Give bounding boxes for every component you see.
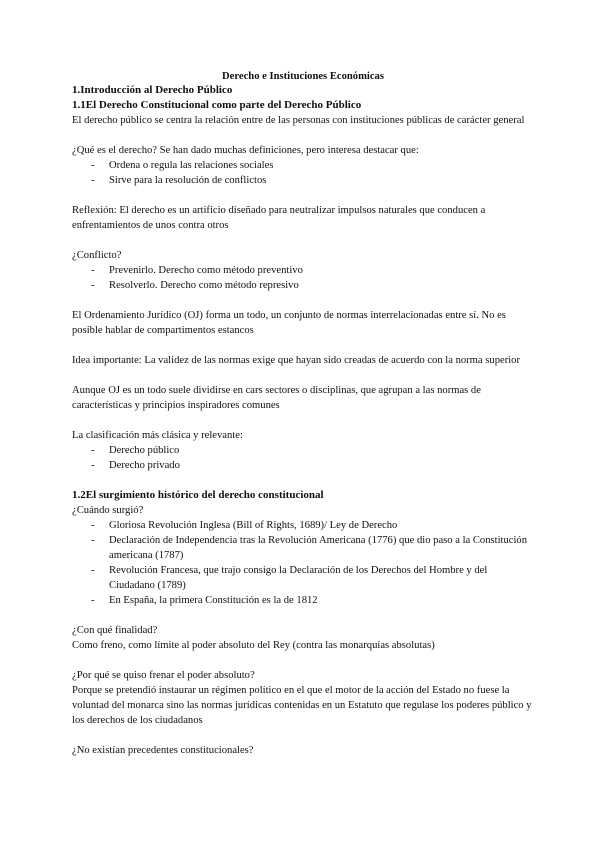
dash-bullet: - xyxy=(91,565,95,576)
freno-answer: Como freno, como límite al poder absoluto del Rey (contra las monarquías absolutas) xyxy=(72,640,435,651)
list-item-text: Derecho público xyxy=(109,445,180,456)
list-item-text: Resolverlo. Derecho como método represivo xyxy=(109,280,299,291)
intro-paragraph: El derecho público se centra la relación entre de las personas con instituciones públicas de carácter general xyxy=(72,115,525,126)
list-item-text: Ordena o regula las relaciones sociales xyxy=(109,160,274,171)
dash-bullet: - xyxy=(91,280,95,291)
list-item-text: Prevenirlo. Derecho como método preventivo xyxy=(109,265,303,276)
list-item xyxy=(72,533,534,563)
dash-bullet: - xyxy=(91,445,95,456)
list-item xyxy=(72,278,534,293)
section-1-heading: 1.Introducción al Derecho Público xyxy=(72,84,233,96)
reflexion-paragraph: Reflexión: El derecho es un artificio diseñado para neutralizar impulsos naturales que conducen a enfrentamientos de unos contra otros xyxy=(72,205,486,231)
list-item xyxy=(72,158,534,173)
que-es-list xyxy=(72,158,534,188)
list-item-text: Revolución Francesa, que trajo consigo la Declaración de los Derechos del Hombre y del Ciudadano (1789) xyxy=(109,565,488,591)
dash-bullet: - xyxy=(91,460,95,471)
section-1-2-heading: 1.2El surgimiento histórico del derecho constitucional xyxy=(72,489,324,501)
list-item xyxy=(72,443,534,458)
list-item xyxy=(72,593,534,608)
dash-bullet: - xyxy=(91,160,95,171)
list-item-text: Declaración de Independencia tras la Revolución Americana (1776) que dio paso a la Constitución americana (1787) xyxy=(109,535,528,561)
clasificacion-list xyxy=(72,443,534,473)
list-item-text: Gloriosa Revolución Inglesa (Bill of Rights, 1689)/ Ley de Derecho xyxy=(109,520,398,531)
document-title: Derecho e Instituciones Económicas xyxy=(222,71,384,82)
list-item-text: Sirve para la resolución de conflictos xyxy=(109,175,267,186)
list-item xyxy=(72,263,534,278)
aunque-paragraph: Aunque OJ es un todo suele dividirse en cars sectores o disciplinas, que agrupan a las normas de características y principios inspiradores comunes xyxy=(72,385,481,411)
document-content xyxy=(72,70,534,758)
list-item xyxy=(72,458,534,473)
dash-bullet: - xyxy=(91,520,95,531)
dash-bullet: - xyxy=(91,265,95,276)
idea-paragraph: Idea importante: La validez de las normas exige que hayan sido creadas de acuerdo con la norma superior xyxy=(72,355,520,366)
list-item-text: Derecho privado xyxy=(109,460,180,471)
list-item xyxy=(72,563,534,593)
que-es-paragraph: ¿Qué es el derecho? Se han dado muchas definiciones, pero interesa destacar que: xyxy=(72,145,419,156)
dash-bullet: - xyxy=(91,535,95,546)
porque-answer: Porque se pretendió instaurar un régimen político en el que el motor de la acción del Estado no fuese la voluntad del monarca sino las normas jurídicas contenidas en un Estatuto que regulase los poderes público y los derechos de los ciudadanos xyxy=(72,685,532,726)
oj-paragraph: El Ordenamiento Jurídico (OJ) forma un todo, un conjunto de normas interrelacionadas entre sí. No es posible hablar de compartimentos estancos xyxy=(72,310,506,336)
list-item-text: En España, la primera Constitución es la de 1812 xyxy=(109,595,318,606)
cuando-paragraph: ¿Cuándo surgió? xyxy=(72,505,144,516)
list-item xyxy=(72,518,534,533)
section-1-1-heading: 1.1El Derecho Constitucional como parte del Derecho Público xyxy=(72,99,362,111)
cuando-list xyxy=(72,518,534,608)
clasificacion-paragraph: La clasificación más clásica y relevante: xyxy=(72,430,243,441)
finalidad-question: ¿Con qué finalidad? xyxy=(72,625,158,636)
conflicto-list xyxy=(72,263,534,293)
precedentes-question: ¿No existían precedentes constitucionales? xyxy=(72,745,254,756)
list-item xyxy=(72,173,534,188)
dash-bullet: - xyxy=(91,175,95,186)
conflicto-paragraph: ¿Conflicto? xyxy=(72,250,122,261)
porque-question: ¿Por qué se quiso frenar el poder absoluto? xyxy=(72,670,255,681)
dash-bullet: - xyxy=(91,595,95,606)
